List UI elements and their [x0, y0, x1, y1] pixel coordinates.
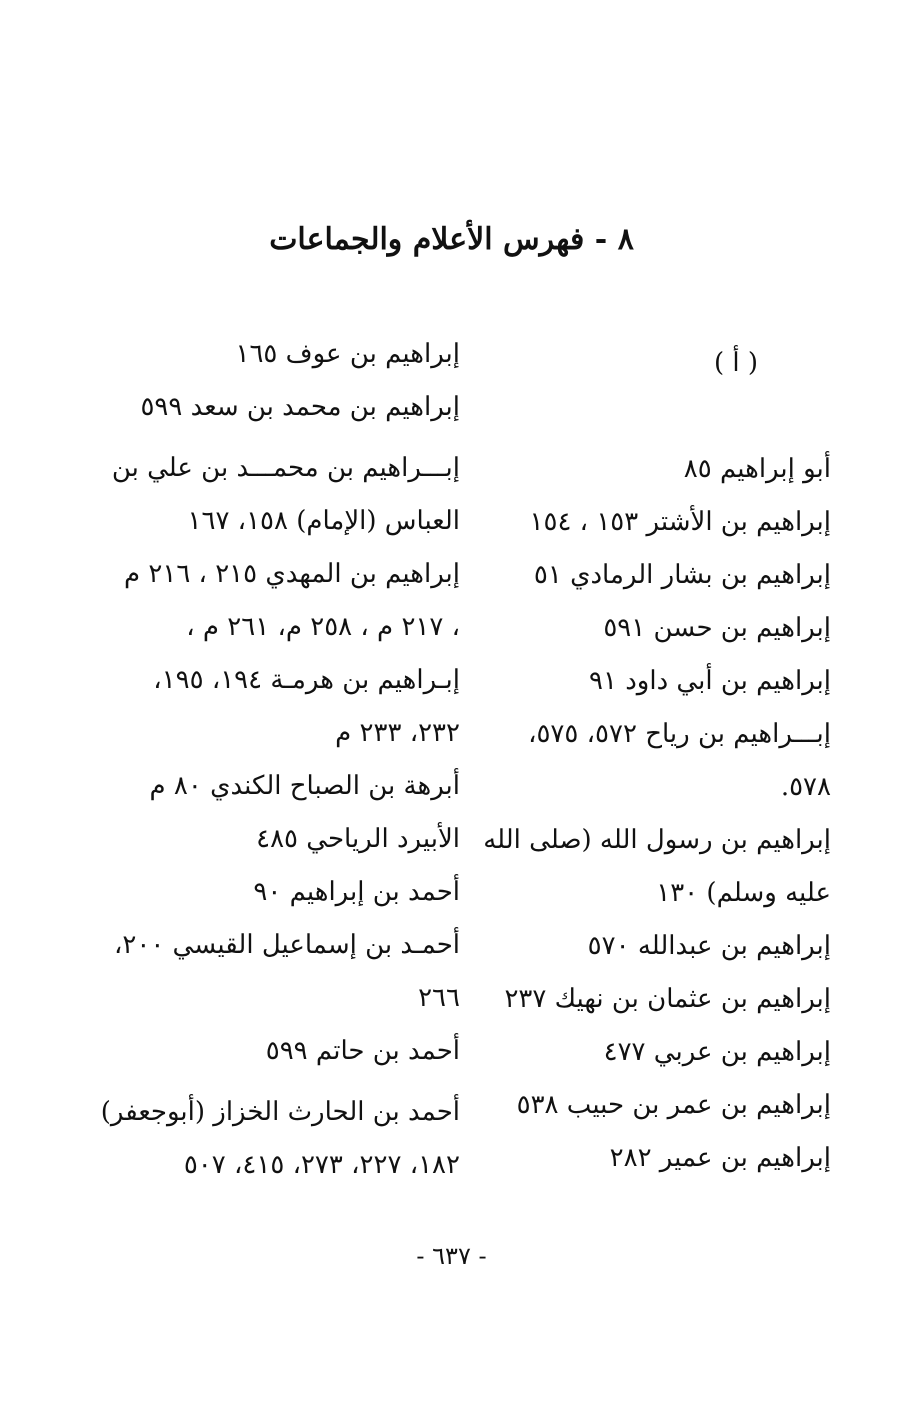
index-entry-continuation: ٢٣٢، ٢٣٣ م: [335, 718, 460, 748]
index-entry: إبـراهيم بن هرمـة ١٩٤، ١٩٥،: [153, 665, 460, 695]
index-entry: أحمد بن إبراهيم ٩٠: [253, 877, 460, 907]
index-entry: إبراهيم بن عبدالله ٥٧٠: [587, 931, 831, 961]
index-entry: إبراهيم بن بشار الرمادي ٥١: [533, 560, 831, 590]
index-entry: إبراهيم بن أبي داود ٩١: [589, 666, 831, 696]
index-entry: إبراهيم بن عمير ٢٨٢: [609, 1143, 831, 1173]
index-column-left: [100, 328, 460, 1192]
index-entry: أبو إبراهيم ٨٥: [683, 454, 831, 484]
index-entry: إبراهيم بن عمر بن حبيب ٥٣٨: [516, 1090, 831, 1120]
index-entry: إبراهيم بن الأشتر ١٥٣ ، ١٥٤: [529, 507, 831, 537]
index-entry-continuation: ، ٢١٧ م ، ٢٥٨ م، ٢٦١ م ،: [186, 612, 460, 642]
index-entry-continuation: العباس (الإمام) ١٥٨، ١٦٧: [187, 506, 460, 536]
page-title: ٨ - فهرس الأعلام والجماعات: [269, 222, 634, 257]
index-entry: الأبيرد الرياحي ٤٨٥: [256, 824, 460, 854]
index-entry: أحمد بن حاتم ٥٩٩: [265, 1036, 460, 1066]
index-column-right: [483, 337, 831, 1185]
index-entry: إبراهيم بن عربي ٤٧٧: [603, 1037, 831, 1067]
index-entry: أبرهة بن الصباح الكندي ٨٠ م: [149, 771, 460, 801]
index-entry: إبراهيم بن محمد بن سعد ٥٩٩: [140, 392, 460, 422]
index-entry-continuation: ٢٦٦: [418, 983, 460, 1013]
index-entry-continuation: ١٨٢، ٢٢٧، ٢٧٣، ٤١٥، ٥٠٧: [183, 1150, 460, 1180]
index-entry-continuation: عليه وسلم) ١٣٠: [656, 878, 831, 908]
index-entry: أحمد بن الحارث الخزاز (أبوجعفر): [100, 1097, 460, 1127]
index-entry-continuation: ٥٧٨.: [780, 772, 831, 802]
index-entry: إبـــراهيم بن محمـــد بن علي بن: [111, 453, 460, 483]
index-entry: إبراهيم بن المهدي ٢١٥ ، ٢١٦ م: [124, 559, 460, 589]
page-number: - ٦٣٧ -: [416, 1242, 487, 1270]
index-entry: إبراهيم بن عثمان بن نهيك ٢٣٧: [504, 984, 831, 1014]
index-entry: إبـــراهيم بن رياح ٥٧٢، ٥٧٥،: [528, 719, 831, 749]
index-entry: أحمـد بن إسماعيل القيسي ٢٠٠،: [113, 930, 460, 960]
section-letter: ( أ ): [713, 348, 759, 378]
index-entry: إبراهيم بن حسن ٥٩١: [603, 613, 831, 643]
index-entry: إبراهيم بن عوف ١٦٥: [235, 339, 460, 369]
index-entry: إبراهيم بن رسول الله (صلى الله: [483, 825, 831, 855]
